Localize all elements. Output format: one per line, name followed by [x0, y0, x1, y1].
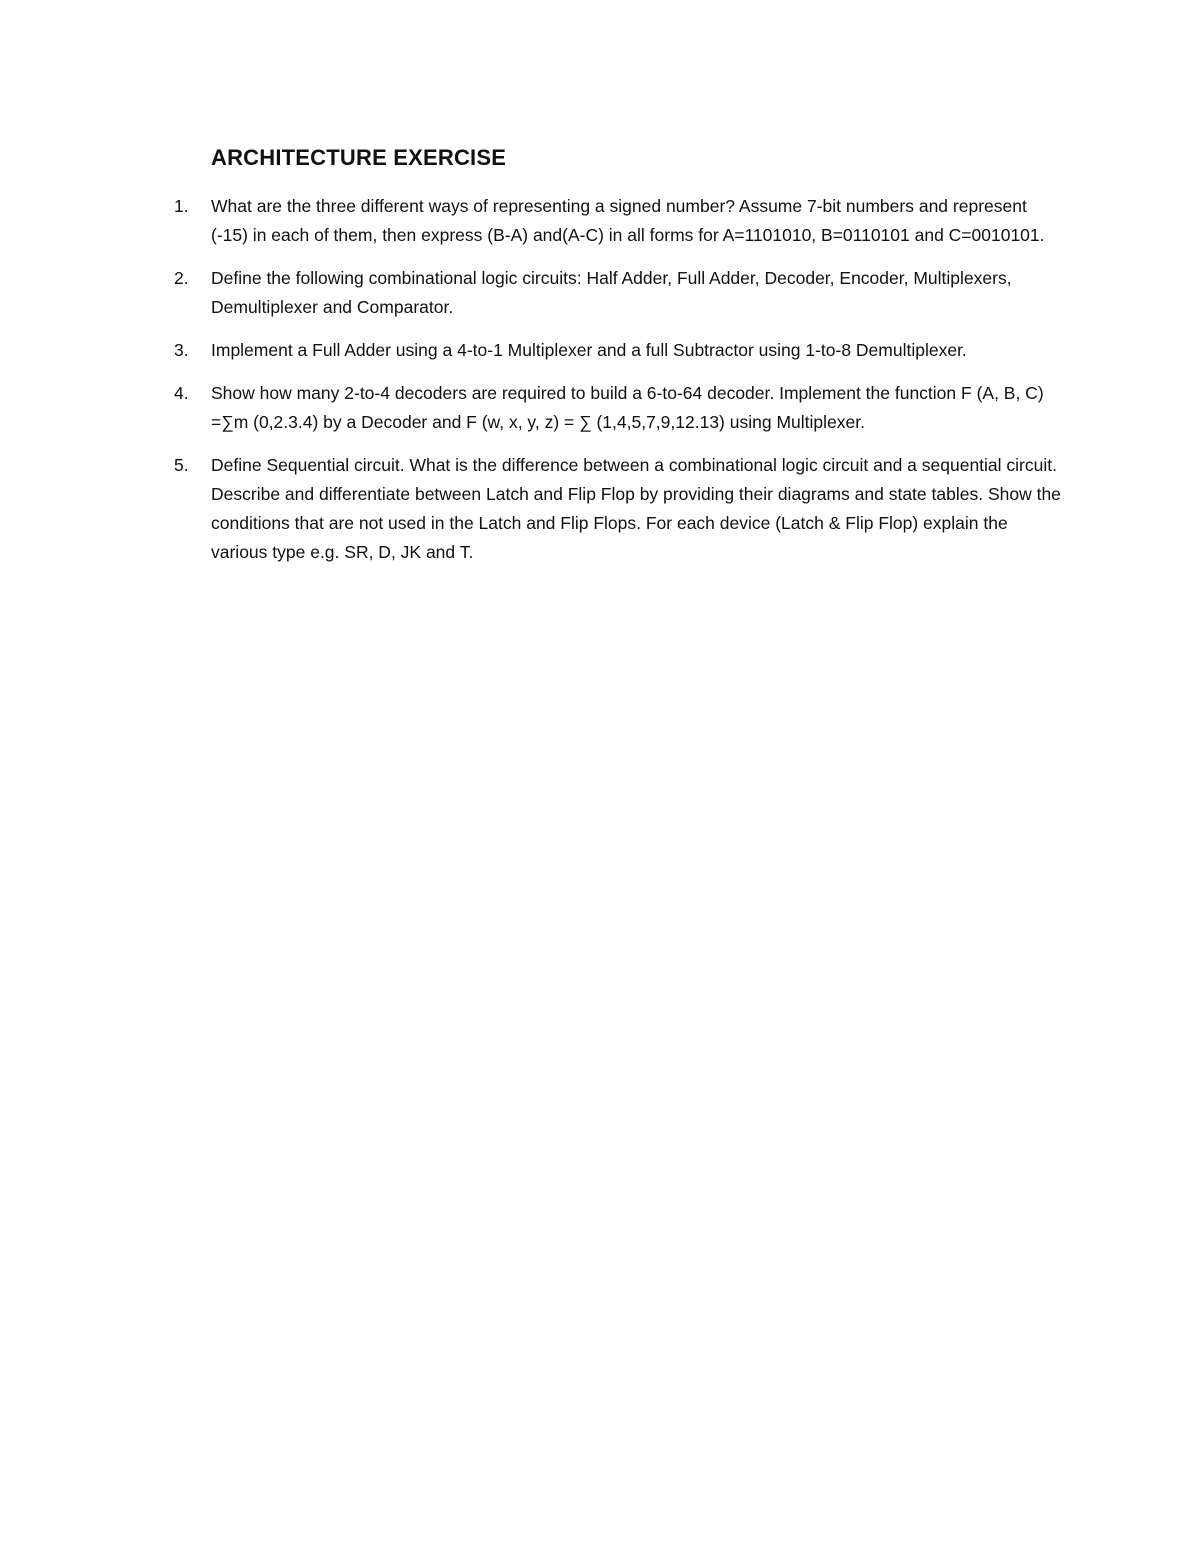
page-title: ARCHITECTURE EXERCISE [211, 145, 507, 170]
exercise-list [174, 192, 1064, 581]
exercise-item-5 [174, 451, 1064, 567]
item-number: 5. [174, 455, 189, 475]
item-text: Define Sequential circuit. What is the difference between a combinational logic circuit and a sequential circuit. Describe and differentiate between Latch and Flip Flop by providing their diagrams and state tables. Show the conditions that are not used in the Latch and Flip Flops. For each device (Latch & Flip Flop) explain the various type e.g. SR, D, JK and T. [211, 455, 1061, 562]
item-number: 1. [174, 196, 189, 216]
item-number: 3. [174, 340, 189, 360]
exercise-item-3 [174, 336, 1064, 365]
item-number: 2. [174, 268, 189, 288]
item-text: Implement a Full Adder using a 4-to-1 Multiplexer and a full Subtractor using 1-to-8 Demultiplexer. [211, 340, 967, 360]
item-text: What are the three different ways of representing a signed number? Assume 7-bit numbers and represent (-15) in each of them, then express (B-A) and(A-C) in all forms for A=1101010, B=0110101 and C=0010101. [211, 196, 1045, 245]
exercise-item-2 [174, 264, 1064, 322]
exercise-item-4 [174, 379, 1064, 437]
item-number: 4. [174, 383, 189, 403]
exercise-item-1 [174, 192, 1064, 250]
item-text: Define the following combinational logic circuits: Half Adder, Full Adder, Decoder, Encoder, Multiplexers, Demultiplexer and Comparator. [211, 268, 1012, 317]
item-text: Show how many 2-to-4 decoders are required to build a 6-to-64 decoder. Implement the function F (A, B, C) =∑m (0,2.3.4) by a Decoder and F (w, x, y, z) = ∑ (1,4,5,7,9,12.13) using Multiplexer. [211, 383, 1044, 432]
